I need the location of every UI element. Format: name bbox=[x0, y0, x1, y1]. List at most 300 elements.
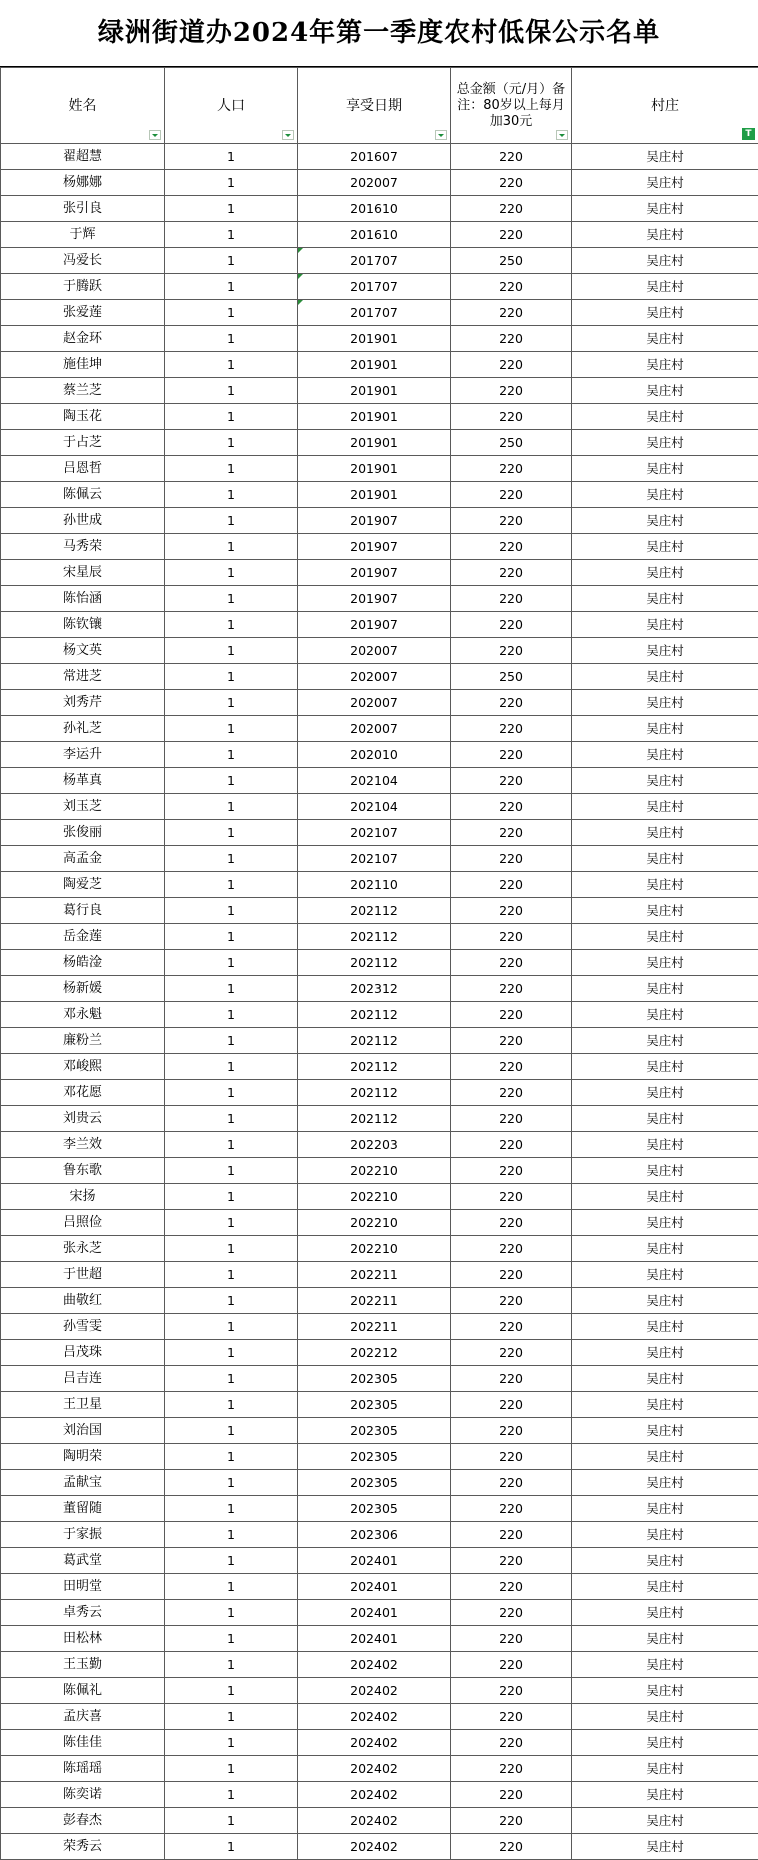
filter-dropdown-icon[interactable] bbox=[435, 130, 447, 140]
cell-amount[interactable]: 220 bbox=[451, 872, 572, 898]
cell-village[interactable]: 吴庄村 bbox=[572, 1054, 758, 1080]
cell-name[interactable]: 刘玉芝 bbox=[1, 794, 165, 820]
cell-name[interactable]: 吕照俭 bbox=[1, 1210, 165, 1236]
cell-village[interactable]: 吴庄村 bbox=[572, 170, 758, 196]
cell-name[interactable]: 于腾跃 bbox=[1, 274, 165, 300]
cell-village[interactable]: 吴庄村 bbox=[572, 768, 758, 794]
cell-population[interactable]: 1 bbox=[165, 1340, 298, 1366]
cell-village[interactable]: 吴庄村 bbox=[572, 1600, 758, 1626]
cell-name[interactable]: 曲敬红 bbox=[1, 1288, 165, 1314]
cell-amount[interactable]: 250 bbox=[451, 430, 572, 456]
cell-village[interactable]: 吴庄村 bbox=[572, 1028, 758, 1054]
cell-village[interactable]: 吴庄村 bbox=[572, 1574, 758, 1600]
cell-amount[interactable]: 220 bbox=[451, 1470, 572, 1496]
cell-population[interactable]: 1 bbox=[165, 1834, 298, 1860]
cell-population[interactable]: 1 bbox=[165, 534, 298, 560]
cell-village[interactable]: 吴庄村 bbox=[572, 1158, 758, 1184]
cell-date[interactable]: 202210 bbox=[298, 1210, 451, 1236]
filter-dropdown-icon[interactable] bbox=[556, 130, 568, 140]
cell-population[interactable]: 1 bbox=[165, 326, 298, 352]
cell-date[interactable]: 202112 bbox=[298, 1080, 451, 1106]
cell-population[interactable]: 1 bbox=[165, 1808, 298, 1834]
cell-village[interactable]: 吴庄村 bbox=[572, 1730, 758, 1756]
cell-population[interactable]: 1 bbox=[165, 1574, 298, 1600]
cell-population[interactable]: 1 bbox=[165, 560, 298, 586]
cell-village[interactable]: 吴庄村 bbox=[572, 664, 758, 690]
cell-amount[interactable]: 220 bbox=[451, 846, 572, 872]
cell-name[interactable]: 孙雪雯 bbox=[1, 1314, 165, 1340]
cell-population[interactable]: 1 bbox=[165, 1210, 298, 1236]
cell-name[interactable]: 邓花愿 bbox=[1, 1080, 165, 1106]
cell-population[interactable]: 1 bbox=[165, 1678, 298, 1704]
cell-name[interactable]: 杨文英 bbox=[1, 638, 165, 664]
cell-name[interactable]: 张爱莲 bbox=[1, 300, 165, 326]
cell-population[interactable]: 1 bbox=[165, 768, 298, 794]
cell-village[interactable]: 吴庄村 bbox=[572, 1470, 758, 1496]
cell-village[interactable]: 吴庄村 bbox=[572, 1132, 758, 1158]
cell-village[interactable]: 吴庄村 bbox=[572, 1548, 758, 1574]
cell-amount[interactable]: 220 bbox=[451, 404, 572, 430]
cell-population[interactable]: 1 bbox=[165, 1236, 298, 1262]
cell-population[interactable]: 1 bbox=[165, 612, 298, 638]
cell-date[interactable]: 202402 bbox=[298, 1756, 451, 1782]
cell-date[interactable]: 202107 bbox=[298, 846, 451, 872]
cell-name[interactable]: 董留随 bbox=[1, 1496, 165, 1522]
cell-name[interactable]: 杨新媛 bbox=[1, 976, 165, 1002]
cell-date[interactable]: 202401 bbox=[298, 1574, 451, 1600]
cell-name[interactable]: 冯爱长 bbox=[1, 248, 165, 274]
cell-amount[interactable]: 220 bbox=[451, 1210, 572, 1236]
cell-amount[interactable]: 220 bbox=[451, 1262, 572, 1288]
cell-village[interactable]: 吴庄村 bbox=[572, 144, 758, 170]
cell-name[interactable]: 孟献宝 bbox=[1, 1470, 165, 1496]
cell-name[interactable]: 邓永魁 bbox=[1, 1002, 165, 1028]
cell-amount[interactable]: 220 bbox=[451, 274, 572, 300]
cell-village[interactable]: 吴庄村 bbox=[572, 1340, 758, 1366]
cell-amount[interactable]: 220 bbox=[451, 1080, 572, 1106]
cell-village[interactable]: 吴庄村 bbox=[572, 1106, 758, 1132]
cell-village[interactable]: 吴庄村 bbox=[572, 352, 758, 378]
cell-date[interactable]: 201901 bbox=[298, 430, 451, 456]
cell-village[interactable]: 吴庄村 bbox=[572, 950, 758, 976]
cell-village[interactable]: 吴庄村 bbox=[572, 1262, 758, 1288]
cell-amount[interactable]: 220 bbox=[451, 1756, 572, 1782]
cell-village[interactable]: 吴庄村 bbox=[572, 612, 758, 638]
cell-date[interactable]: 201707 bbox=[298, 248, 451, 274]
cell-name[interactable]: 王玉勤 bbox=[1, 1652, 165, 1678]
cell-date[interactable]: 202305 bbox=[298, 1444, 451, 1470]
cell-name[interactable]: 宋星辰 bbox=[1, 560, 165, 586]
cell-population[interactable]: 1 bbox=[165, 1626, 298, 1652]
cell-village[interactable]: 吴庄村 bbox=[572, 378, 758, 404]
cell-population[interactable]: 1 bbox=[165, 690, 298, 716]
cell-amount[interactable]: 220 bbox=[451, 300, 572, 326]
cell-village[interactable]: 吴庄村 bbox=[572, 1834, 758, 1860]
cell-population[interactable]: 1 bbox=[165, 1496, 298, 1522]
cell-population[interactable]: 1 bbox=[165, 456, 298, 482]
cell-date[interactable]: 201901 bbox=[298, 326, 451, 352]
cell-name[interactable]: 常进芝 bbox=[1, 664, 165, 690]
cell-date[interactable]: 202112 bbox=[298, 1054, 451, 1080]
cell-population[interactable]: 1 bbox=[165, 508, 298, 534]
cell-date[interactable]: 202112 bbox=[298, 924, 451, 950]
cell-population[interactable]: 1 bbox=[165, 872, 298, 898]
cell-amount[interactable]: 220 bbox=[451, 1834, 572, 1860]
cell-name[interactable]: 吕吉连 bbox=[1, 1366, 165, 1392]
cell-village[interactable]: 吴庄村 bbox=[572, 222, 758, 248]
cell-date[interactable]: 202007 bbox=[298, 170, 451, 196]
cell-population[interactable]: 1 bbox=[165, 144, 298, 170]
cell-population[interactable]: 1 bbox=[165, 638, 298, 664]
cell-date[interactable]: 202402 bbox=[298, 1652, 451, 1678]
cell-population[interactable]: 1 bbox=[165, 1262, 298, 1288]
cell-name[interactable]: 马秀荣 bbox=[1, 534, 165, 560]
cell-name[interactable]: 孙礼芝 bbox=[1, 716, 165, 742]
cell-village[interactable]: 吴庄村 bbox=[572, 846, 758, 872]
cell-village[interactable]: 吴庄村 bbox=[572, 1236, 758, 1262]
cell-population[interactable]: 1 bbox=[165, 950, 298, 976]
cell-population[interactable]: 1 bbox=[165, 1028, 298, 1054]
filter-dropdown-icon[interactable] bbox=[149, 130, 161, 140]
cell-date[interactable]: 202007 bbox=[298, 690, 451, 716]
cell-date[interactable]: 201901 bbox=[298, 404, 451, 430]
cell-amount[interactable]: 220 bbox=[451, 1626, 572, 1652]
cell-amount[interactable]: 220 bbox=[451, 586, 572, 612]
cell-amount[interactable]: 220 bbox=[451, 222, 572, 248]
cell-village[interactable]: 吴庄村 bbox=[572, 196, 758, 222]
cell-amount[interactable]: 220 bbox=[451, 1002, 572, 1028]
cell-date[interactable]: 202104 bbox=[298, 768, 451, 794]
cell-village[interactable]: 吴庄村 bbox=[572, 1184, 758, 1210]
cell-population[interactable]: 1 bbox=[165, 924, 298, 950]
cell-name[interactable]: 廉粉兰 bbox=[1, 1028, 165, 1054]
cell-date[interactable]: 201901 bbox=[298, 482, 451, 508]
cell-population[interactable]: 1 bbox=[165, 1314, 298, 1340]
cell-name[interactable]: 张俊丽 bbox=[1, 820, 165, 846]
cell-amount[interactable]: 220 bbox=[451, 1704, 572, 1730]
cell-date[interactable]: 202305 bbox=[298, 1470, 451, 1496]
cell-village[interactable]: 吴庄村 bbox=[572, 794, 758, 820]
cell-name[interactable]: 岳金莲 bbox=[1, 924, 165, 950]
cell-amount[interactable]: 220 bbox=[451, 1340, 572, 1366]
cell-amount[interactable]: 220 bbox=[451, 1366, 572, 1392]
cell-amount[interactable]: 220 bbox=[451, 1444, 572, 1470]
cell-village[interactable]: 吴庄村 bbox=[572, 638, 758, 664]
cell-date[interactable]: 202306 bbox=[298, 1522, 451, 1548]
cell-name[interactable]: 刘贵云 bbox=[1, 1106, 165, 1132]
cell-amount[interactable]: 220 bbox=[451, 768, 572, 794]
cell-date[interactable]: 201907 bbox=[298, 612, 451, 638]
cell-date[interactable]: 202402 bbox=[298, 1730, 451, 1756]
cell-name[interactable]: 田松林 bbox=[1, 1626, 165, 1652]
cell-amount[interactable]: 220 bbox=[451, 924, 572, 950]
cell-name[interactable]: 施佳坤 bbox=[1, 352, 165, 378]
cell-amount[interactable]: 220 bbox=[451, 1106, 572, 1132]
cell-amount[interactable]: 220 bbox=[451, 144, 572, 170]
cell-village[interactable]: 吴庄村 bbox=[572, 924, 758, 950]
cell-name[interactable]: 彭春杰 bbox=[1, 1808, 165, 1834]
cell-village[interactable]: 吴庄村 bbox=[572, 508, 758, 534]
cell-amount[interactable]: 220 bbox=[451, 794, 572, 820]
cell-name[interactable]: 陈瑶瑶 bbox=[1, 1756, 165, 1782]
cell-name[interactable]: 孟庆喜 bbox=[1, 1704, 165, 1730]
cell-name[interactable]: 高孟金 bbox=[1, 846, 165, 872]
cell-village[interactable]: 吴庄村 bbox=[572, 456, 758, 482]
cell-village[interactable]: 吴庄村 bbox=[572, 274, 758, 300]
cell-date[interactable]: 201907 bbox=[298, 586, 451, 612]
cell-population[interactable]: 1 bbox=[165, 378, 298, 404]
cell-amount[interactable]: 220 bbox=[451, 1028, 572, 1054]
cell-village[interactable]: 吴庄村 bbox=[572, 430, 758, 456]
cell-date[interactable]: 202112 bbox=[298, 898, 451, 924]
cell-population[interactable]: 1 bbox=[165, 1756, 298, 1782]
cell-village[interactable]: 吴庄村 bbox=[572, 248, 758, 274]
cell-village[interactable]: 吴庄村 bbox=[572, 1678, 758, 1704]
cell-amount[interactable]: 220 bbox=[451, 716, 572, 742]
cell-village[interactable]: 吴庄村 bbox=[572, 898, 758, 924]
cell-date[interactable]: 202305 bbox=[298, 1392, 451, 1418]
cell-date[interactable]: 202107 bbox=[298, 820, 451, 846]
cell-amount[interactable]: 220 bbox=[451, 612, 572, 638]
cell-date[interactable]: 202402 bbox=[298, 1834, 451, 1860]
cell-date[interactable]: 201901 bbox=[298, 456, 451, 482]
cell-amount[interactable]: 220 bbox=[451, 638, 572, 664]
cell-amount[interactable]: 220 bbox=[451, 1288, 572, 1314]
cell-population[interactable]: 1 bbox=[165, 820, 298, 846]
cell-village[interactable]: 吴庄村 bbox=[572, 1522, 758, 1548]
cell-date[interactable]: 202211 bbox=[298, 1314, 451, 1340]
cell-amount[interactable]: 220 bbox=[451, 1158, 572, 1184]
cell-amount[interactable]: 220 bbox=[451, 898, 572, 924]
cell-village[interactable]: 吴庄村 bbox=[572, 742, 758, 768]
cell-population[interactable]: 1 bbox=[165, 1652, 298, 1678]
cell-amount[interactable]: 220 bbox=[451, 1392, 572, 1418]
cell-date[interactable]: 202402 bbox=[298, 1808, 451, 1834]
cell-village[interactable]: 吴庄村 bbox=[572, 820, 758, 846]
cell-name[interactable]: 孙世成 bbox=[1, 508, 165, 534]
cell-date[interactable]: 201610 bbox=[298, 196, 451, 222]
cell-amount[interactable]: 220 bbox=[451, 170, 572, 196]
cell-population[interactable]: 1 bbox=[165, 352, 298, 378]
cell-date[interactable]: 201707 bbox=[298, 274, 451, 300]
cell-date[interactable]: 202212 bbox=[298, 1340, 451, 1366]
cell-population[interactable]: 1 bbox=[165, 664, 298, 690]
cell-population[interactable]: 1 bbox=[165, 976, 298, 1002]
cell-amount[interactable]: 220 bbox=[451, 560, 572, 586]
cell-amount[interactable]: 220 bbox=[451, 1574, 572, 1600]
cell-village[interactable]: 吴庄村 bbox=[572, 1418, 758, 1444]
cell-village[interactable]: 吴庄村 bbox=[572, 482, 758, 508]
cell-date[interactable]: 202305 bbox=[298, 1418, 451, 1444]
cell-name[interactable]: 吕茂珠 bbox=[1, 1340, 165, 1366]
cell-name[interactable]: 陈钦镶 bbox=[1, 612, 165, 638]
cell-date[interactable]: 202210 bbox=[298, 1158, 451, 1184]
cell-name[interactable]: 刘治国 bbox=[1, 1418, 165, 1444]
cell-name[interactable]: 卓秀云 bbox=[1, 1600, 165, 1626]
cell-date[interactable]: 202010 bbox=[298, 742, 451, 768]
cell-date[interactable]: 202007 bbox=[298, 716, 451, 742]
cell-population[interactable]: 1 bbox=[165, 1470, 298, 1496]
cell-amount[interactable]: 220 bbox=[451, 1808, 572, 1834]
cell-amount[interactable]: 220 bbox=[451, 820, 572, 846]
cell-amount[interactable]: 220 bbox=[451, 1496, 572, 1522]
cell-amount[interactable]: 220 bbox=[451, 196, 572, 222]
cell-date[interactable]: 202401 bbox=[298, 1548, 451, 1574]
cell-population[interactable]: 1 bbox=[165, 300, 298, 326]
cell-population[interactable]: 1 bbox=[165, 1106, 298, 1132]
cell-amount[interactable]: 220 bbox=[451, 950, 572, 976]
cell-population[interactable]: 1 bbox=[165, 1080, 298, 1106]
cell-village[interactable]: 吴庄村 bbox=[572, 872, 758, 898]
cell-name[interactable]: 李兰效 bbox=[1, 1132, 165, 1158]
cell-population[interactable]: 1 bbox=[165, 482, 298, 508]
cell-date[interactable]: 201607 bbox=[298, 144, 451, 170]
cell-amount[interactable]: 220 bbox=[451, 352, 572, 378]
cell-amount[interactable]: 220 bbox=[451, 1678, 572, 1704]
cell-population[interactable]: 1 bbox=[165, 1054, 298, 1080]
cell-amount[interactable]: 220 bbox=[451, 1782, 572, 1808]
cell-name[interactable]: 杨娜娜 bbox=[1, 170, 165, 196]
cell-population[interactable]: 1 bbox=[165, 1600, 298, 1626]
cell-date[interactable]: 202110 bbox=[298, 872, 451, 898]
cell-name[interactable]: 赵金环 bbox=[1, 326, 165, 352]
cell-population[interactable]: 1 bbox=[165, 1158, 298, 1184]
cell-date[interactable]: 202104 bbox=[298, 794, 451, 820]
cell-population[interactable]: 1 bbox=[165, 1002, 298, 1028]
cell-village[interactable]: 吴庄村 bbox=[572, 1496, 758, 1522]
cell-population[interactable]: 1 bbox=[165, 1392, 298, 1418]
cell-population[interactable]: 1 bbox=[165, 1548, 298, 1574]
cell-date[interactable]: 202112 bbox=[298, 950, 451, 976]
cell-date[interactable]: 202007 bbox=[298, 664, 451, 690]
cell-date[interactable]: 201901 bbox=[298, 352, 451, 378]
cell-village[interactable]: 吴庄村 bbox=[572, 1080, 758, 1106]
cell-population[interactable]: 1 bbox=[165, 430, 298, 456]
cell-population[interactable]: 1 bbox=[165, 222, 298, 248]
cell-name[interactable]: 王卫星 bbox=[1, 1392, 165, 1418]
cell-village[interactable]: 吴庄村 bbox=[572, 1808, 758, 1834]
cell-date[interactable]: 202305 bbox=[298, 1366, 451, 1392]
cell-date[interactable]: 202402 bbox=[298, 1782, 451, 1808]
cell-date[interactable]: 201907 bbox=[298, 560, 451, 586]
cell-population[interactable]: 1 bbox=[165, 248, 298, 274]
cell-population[interactable]: 1 bbox=[165, 1522, 298, 1548]
cell-village[interactable]: 吴庄村 bbox=[572, 1314, 758, 1340]
cell-village[interactable]: 吴庄村 bbox=[572, 300, 758, 326]
cell-date[interactable]: 202007 bbox=[298, 638, 451, 664]
cell-village[interactable]: 吴庄村 bbox=[572, 1626, 758, 1652]
cell-population[interactable]: 1 bbox=[165, 1418, 298, 1444]
cell-amount[interactable]: 250 bbox=[451, 664, 572, 690]
cell-amount[interactable]: 220 bbox=[451, 1184, 572, 1210]
cell-population[interactable]: 1 bbox=[165, 898, 298, 924]
cell-population[interactable]: 1 bbox=[165, 1184, 298, 1210]
cell-date[interactable]: 202402 bbox=[298, 1678, 451, 1704]
cell-date[interactable]: 202210 bbox=[298, 1236, 451, 1262]
cell-population[interactable]: 1 bbox=[165, 1730, 298, 1756]
cell-population[interactable]: 1 bbox=[165, 1704, 298, 1730]
cell-amount[interactable]: 220 bbox=[451, 742, 572, 768]
cell-name[interactable]: 葛武堂 bbox=[1, 1548, 165, 1574]
cell-village[interactable]: 吴庄村 bbox=[572, 534, 758, 560]
cell-village[interactable]: 吴庄村 bbox=[572, 1704, 758, 1730]
cell-name[interactable]: 杨皓淦 bbox=[1, 950, 165, 976]
cell-name[interactable]: 翟超慧 bbox=[1, 144, 165, 170]
cell-amount[interactable]: 220 bbox=[451, 534, 572, 560]
cell-name[interactable]: 于家振 bbox=[1, 1522, 165, 1548]
cell-date[interactable]: 201907 bbox=[298, 534, 451, 560]
cell-name[interactable]: 陈佳佳 bbox=[1, 1730, 165, 1756]
cell-date[interactable]: 201901 bbox=[298, 378, 451, 404]
cell-amount[interactable]: 220 bbox=[451, 508, 572, 534]
cell-population[interactable]: 1 bbox=[165, 1288, 298, 1314]
cell-amount[interactable]: 220 bbox=[451, 1652, 572, 1678]
cell-date[interactable]: 201610 bbox=[298, 222, 451, 248]
cell-amount[interactable]: 250 bbox=[451, 248, 572, 274]
cell-name[interactable]: 鲁东歌 bbox=[1, 1158, 165, 1184]
cell-date[interactable]: 202211 bbox=[298, 1262, 451, 1288]
cell-date[interactable]: 202112 bbox=[298, 1106, 451, 1132]
cell-population[interactable]: 1 bbox=[165, 794, 298, 820]
cell-amount[interactable]: 220 bbox=[451, 1236, 572, 1262]
cell-amount[interactable]: 220 bbox=[451, 1314, 572, 1340]
cell-village[interactable]: 吴庄村 bbox=[572, 976, 758, 1002]
cell-population[interactable]: 1 bbox=[165, 1782, 298, 1808]
cell-date[interactable]: 202203 bbox=[298, 1132, 451, 1158]
cell-name[interactable]: 田明堂 bbox=[1, 1574, 165, 1600]
cell-village[interactable]: 吴庄村 bbox=[572, 690, 758, 716]
cell-name[interactable]: 吕恩哲 bbox=[1, 456, 165, 482]
cell-name[interactable]: 蔡兰芝 bbox=[1, 378, 165, 404]
cell-date[interactable]: 202112 bbox=[298, 1002, 451, 1028]
cell-name[interactable]: 李运升 bbox=[1, 742, 165, 768]
cell-village[interactable]: 吴庄村 bbox=[572, 1002, 758, 1028]
cell-date[interactable]: 202211 bbox=[298, 1288, 451, 1314]
cell-name[interactable]: 陈怡涵 bbox=[1, 586, 165, 612]
cell-village[interactable]: 吴庄村 bbox=[572, 716, 758, 742]
cell-amount[interactable]: 220 bbox=[451, 1522, 572, 1548]
cell-village[interactable]: 吴庄村 bbox=[572, 1782, 758, 1808]
cell-amount[interactable]: 220 bbox=[451, 1132, 572, 1158]
cell-amount[interactable]: 220 bbox=[451, 456, 572, 482]
cell-amount[interactable]: 220 bbox=[451, 1730, 572, 1756]
cell-population[interactable]: 1 bbox=[165, 586, 298, 612]
cell-population[interactable]: 1 bbox=[165, 1366, 298, 1392]
cell-date[interactable]: 202402 bbox=[298, 1704, 451, 1730]
cell-amount[interactable]: 220 bbox=[451, 378, 572, 404]
cell-population[interactable]: 1 bbox=[165, 196, 298, 222]
cell-population[interactable]: 1 bbox=[165, 716, 298, 742]
cell-population[interactable]: 1 bbox=[165, 742, 298, 768]
cell-amount[interactable]: 220 bbox=[451, 1418, 572, 1444]
cell-name[interactable]: 荣秀云 bbox=[1, 1834, 165, 1860]
cell-amount[interactable]: 220 bbox=[451, 326, 572, 352]
cell-date[interactable]: 201707 bbox=[298, 300, 451, 326]
cell-date[interactable]: 202312 bbox=[298, 976, 451, 1002]
cell-village[interactable]: 吴庄村 bbox=[572, 1444, 758, 1470]
cell-village[interactable]: 吴庄村 bbox=[572, 586, 758, 612]
cell-village[interactable]: 吴庄村 bbox=[572, 1652, 758, 1678]
cell-population[interactable]: 1 bbox=[165, 1444, 298, 1470]
cell-name[interactable]: 葛行良 bbox=[1, 898, 165, 924]
cell-population[interactable]: 1 bbox=[165, 846, 298, 872]
cell-name[interactable]: 于世超 bbox=[1, 1262, 165, 1288]
cell-amount[interactable]: 220 bbox=[451, 976, 572, 1002]
cell-name[interactable]: 陈奕诺 bbox=[1, 1782, 165, 1808]
cell-amount[interactable]: 220 bbox=[451, 690, 572, 716]
cell-village[interactable]: 吴庄村 bbox=[572, 326, 758, 352]
cell-name[interactable]: 杨革真 bbox=[1, 768, 165, 794]
